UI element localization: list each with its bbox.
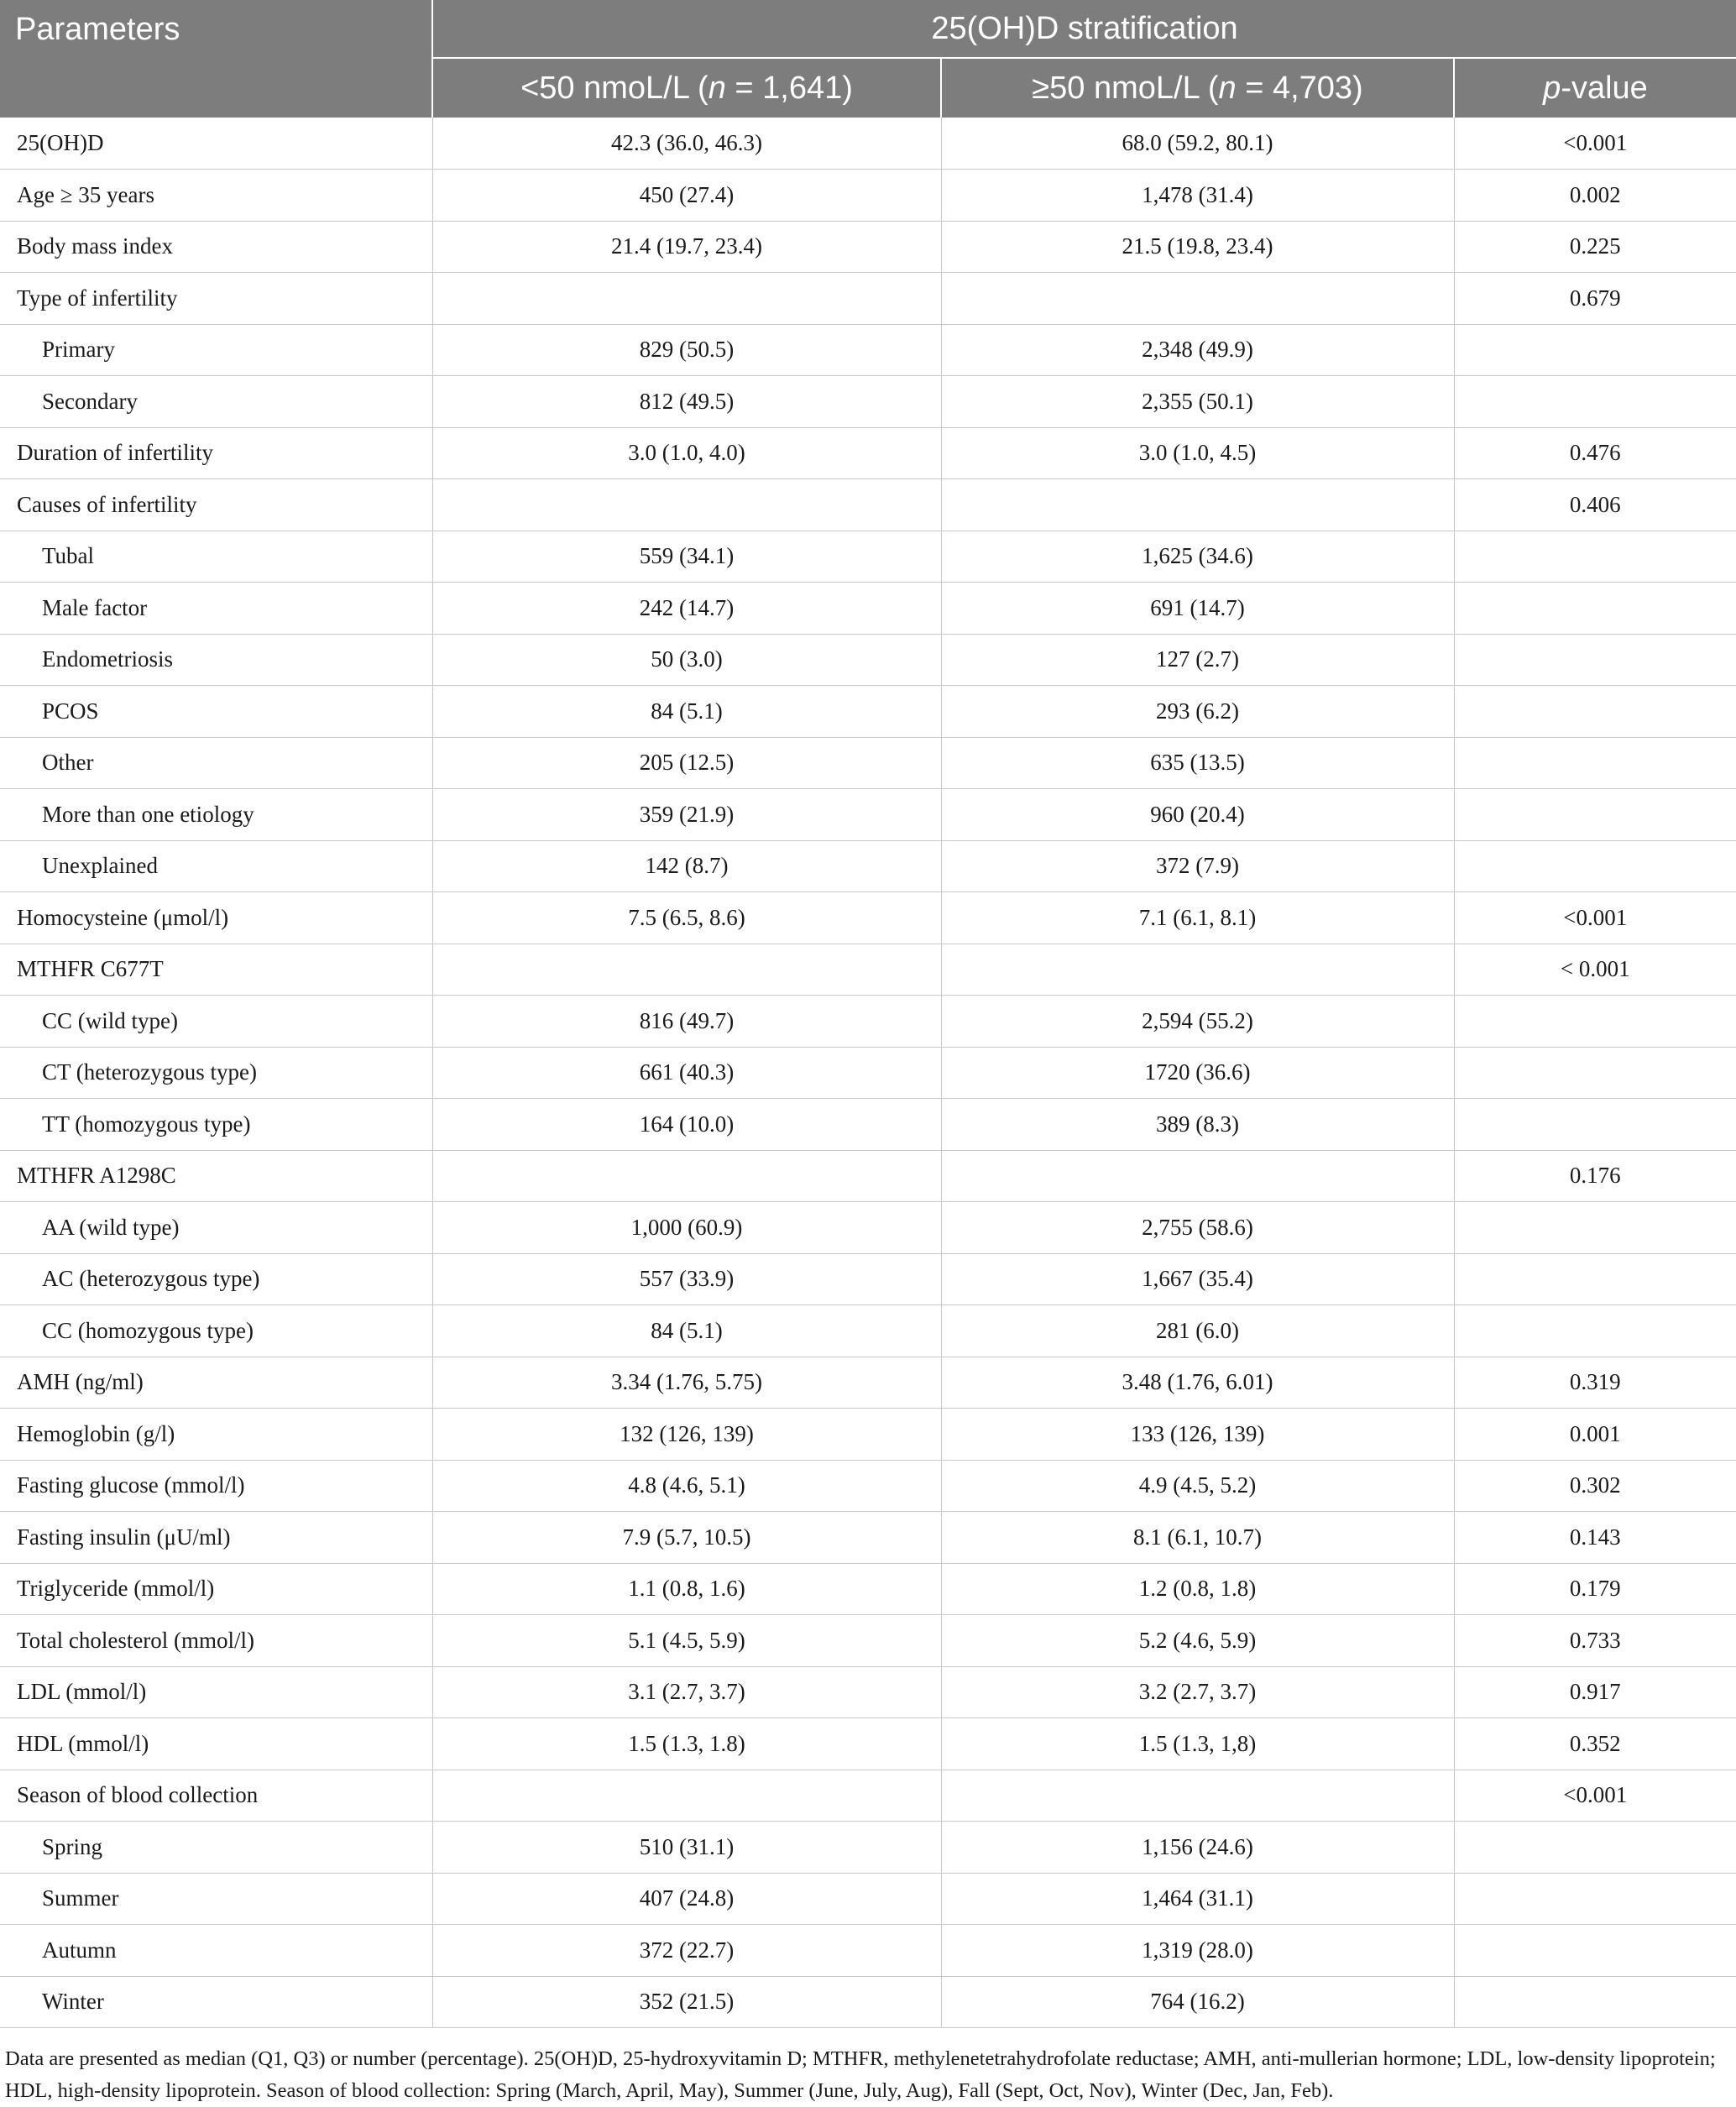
- cell-high-group: 127 (2.7): [941, 634, 1454, 686]
- cell-p-value: [1454, 1305, 1736, 1357]
- cell-low-group: 450 (27.4): [432, 170, 941, 222]
- table-row: [0, 1099, 1736, 1151]
- cell-low-group: 164 (10.0): [432, 1099, 941, 1151]
- cell-p-value: [1454, 1099, 1736, 1151]
- cell-low-group: [432, 273, 941, 325]
- table-row: [0, 324, 1736, 376]
- table-row: [0, 118, 1736, 170]
- cell-low-group: 7.5 (6.5, 8.6): [432, 892, 941, 944]
- cell-p-value: [1454, 376, 1736, 428]
- row-label: CC (homozygous type): [0, 1305, 432, 1357]
- table-row: [0, 427, 1736, 479]
- cell-low-group: 242 (14.7): [432, 583, 941, 635]
- cell-p-value: 0.001: [1454, 1409, 1736, 1461]
- table-row: [0, 1873, 1736, 1925]
- table-row: [0, 840, 1736, 892]
- cell-p-value: 0.143: [1454, 1512, 1736, 1564]
- cell-high-group: 1.5 (1.3, 1,8): [941, 1718, 1454, 1770]
- row-label: Tubal: [0, 531, 432, 583]
- cell-p-value: 0.002: [1454, 170, 1736, 222]
- row-label: Male factor: [0, 583, 432, 635]
- cell-low-group: 557 (33.9): [432, 1253, 941, 1305]
- cell-low-group: [432, 944, 941, 996]
- cell-p-value: [1454, 531, 1736, 583]
- cell-high-group: 133 (126, 139): [941, 1409, 1454, 1461]
- cell-high-group: 4.9 (4.5, 5.2): [941, 1460, 1454, 1512]
- table-row: [0, 686, 1736, 738]
- row-label: AA (wild type): [0, 1202, 432, 1254]
- cell-p-value: [1454, 1047, 1736, 1099]
- table-row: [0, 1047, 1736, 1099]
- cell-p-value: 0.679: [1454, 273, 1736, 325]
- row-label: 25(OH)D: [0, 118, 432, 170]
- cell-high-group: 2,355 (50.1): [941, 376, 1454, 428]
- cell-low-group: 3.1 (2.7, 3.7): [432, 1666, 941, 1718]
- cell-p-value: <0.001: [1454, 892, 1736, 944]
- cell-high-group: [941, 1770, 1454, 1822]
- cell-high-group: 764 (16.2): [941, 1976, 1454, 2028]
- row-label: Homocysteine (μmol/l): [0, 892, 432, 944]
- cell-p-value: 0.225: [1454, 221, 1736, 273]
- row-label: Winter: [0, 1976, 432, 2028]
- cell-p-value: [1454, 634, 1736, 686]
- cell-p-value: 0.352: [1454, 1718, 1736, 1770]
- table-row: [0, 376, 1736, 428]
- header-p-value: p-value: [1454, 58, 1736, 118]
- cell-high-group: 372 (7.9): [941, 840, 1454, 892]
- cell-high-group: 1,464 (31.1): [941, 1873, 1454, 1925]
- cell-high-group: 1720 (36.6): [941, 1047, 1454, 1099]
- row-label: Age ≥ 35 years: [0, 170, 432, 222]
- table-row: [0, 221, 1736, 273]
- cell-low-group: 1.5 (1.3, 1.8): [432, 1718, 941, 1770]
- table-header: [0, 0, 1736, 118]
- cell-low-group: 42.3 (36.0, 46.3): [432, 118, 941, 170]
- row-label: Endometriosis: [0, 634, 432, 686]
- cell-low-group: 359 (21.9): [432, 789, 941, 841]
- cell-high-group: 8.1 (6.1, 10.7): [941, 1512, 1454, 1564]
- cell-high-group: 3.48 (1.76, 6.01): [941, 1357, 1454, 1409]
- table-row: [0, 1925, 1736, 1977]
- table-footnote: Data are presented as median (Q1, Q3) or number (percentage). 25(OH)D, 25-hydroxyvitamin D; MTHFR, methylenetetrahydrofolate reductase; AMH, anti-mullerian hormone; LDL, low-density lipoprotein; HDL, high-density lipoprotein. Season of blood collection: Spring (March, April, May), Summer (June, July, Aug), Fall (Sept, Oct, Nov), Winter (Dec, Jan, Feb).: [5, 2047, 1716, 2102]
- cell-low-group: [432, 1770, 941, 1822]
- cell-low-group: 661 (40.3): [432, 1047, 941, 1099]
- cell-high-group: 1,319 (28.0): [941, 1925, 1454, 1977]
- cell-p-value: [1454, 686, 1736, 738]
- cell-high-group: 1,478 (31.4): [941, 170, 1454, 222]
- cell-low-group: 559 (34.1): [432, 531, 941, 583]
- table-row: [0, 1718, 1736, 1770]
- cell-high-group: 691 (14.7): [941, 583, 1454, 635]
- table-row: [0, 737, 1736, 789]
- cell-high-group: 960 (20.4): [941, 789, 1454, 841]
- table-row: [0, 1770, 1736, 1822]
- cell-low-group: 3.0 (1.0, 4.0): [432, 427, 941, 479]
- row-label: AC (heterozygous type): [0, 1253, 432, 1305]
- row-label: CT (heterozygous type): [0, 1047, 432, 1099]
- cell-low-group: 407 (24.8): [432, 1873, 941, 1925]
- header-stratification: 25(OH)D stratification: [432, 0, 1736, 58]
- table-row: [0, 892, 1736, 944]
- row-label: Total cholesterol (mmol/l): [0, 1615, 432, 1667]
- cell-p-value: <0.001: [1454, 1770, 1736, 1822]
- cell-p-value: 0.319: [1454, 1357, 1736, 1409]
- cell-p-value: [1454, 1253, 1736, 1305]
- cell-low-group: 1.1 (0.8, 1.6): [432, 1563, 941, 1615]
- table-row: [0, 273, 1736, 325]
- cell-p-value: <0.001: [1454, 118, 1736, 170]
- cell-high-group: 7.1 (6.1, 8.1): [941, 892, 1454, 944]
- cell-low-group: 132 (126, 139): [432, 1409, 941, 1461]
- table-row: [0, 789, 1736, 841]
- row-label: Spring: [0, 1822, 432, 1874]
- cell-low-group: 3.34 (1.76, 5.75): [432, 1357, 941, 1409]
- row-label: Fasting insulin (μU/ml): [0, 1512, 432, 1564]
- cell-p-value: [1454, 1873, 1736, 1925]
- cell-high-group: 3.0 (1.0, 4.5): [941, 427, 1454, 479]
- row-label: Duration of infertility: [0, 427, 432, 479]
- table-row: [0, 1615, 1736, 1667]
- header-low-group: <50 nmoL/L (n = 1,641): [432, 58, 941, 118]
- cell-p-value: [1454, 1202, 1736, 1254]
- cell-p-value: < 0.001: [1454, 944, 1736, 996]
- cell-p-value: 0.406: [1454, 479, 1736, 531]
- row-label: Summer: [0, 1873, 432, 1925]
- row-label: Secondary: [0, 376, 432, 428]
- table-row: [0, 170, 1736, 222]
- cell-high-group: [941, 944, 1454, 996]
- cell-p-value: [1454, 840, 1736, 892]
- cell-high-group: 2,594 (55.2): [941, 996, 1454, 1048]
- cell-low-group: [432, 479, 941, 531]
- table-row: [0, 479, 1736, 531]
- cell-p-value: 0.733: [1454, 1615, 1736, 1667]
- table-row: [0, 944, 1736, 996]
- row-label: Triglyceride (mmol/l): [0, 1563, 432, 1615]
- table-row: [0, 1253, 1736, 1305]
- row-label: Autumn: [0, 1925, 432, 1977]
- table-row: [0, 1563, 1736, 1615]
- cell-high-group: [941, 479, 1454, 531]
- cell-low-group: 142 (8.7): [432, 840, 941, 892]
- cell-high-group: 5.2 (4.6, 5.9): [941, 1615, 1454, 1667]
- row-label: Unexplained: [0, 840, 432, 892]
- row-label: Other: [0, 737, 432, 789]
- row-label: MTHFR A1298C: [0, 1150, 432, 1202]
- cell-p-value: 0.917: [1454, 1666, 1736, 1718]
- cell-p-value: [1454, 996, 1736, 1048]
- cell-high-group: 1.2 (0.8, 1.8): [941, 1563, 1454, 1615]
- cell-low-group: [432, 1150, 941, 1202]
- table-row: [0, 1976, 1736, 2028]
- table-row: [0, 583, 1736, 635]
- row-label: PCOS: [0, 686, 432, 738]
- cell-low-group: 21.4 (19.7, 23.4): [432, 221, 941, 273]
- row-label: AMH (ng/ml): [0, 1357, 432, 1409]
- cell-low-group: 372 (22.7): [432, 1925, 941, 1977]
- cell-high-group: 68.0 (59.2, 80.1): [941, 118, 1454, 170]
- row-label: LDL (mmol/l): [0, 1666, 432, 1718]
- cell-high-group: 389 (8.3): [941, 1099, 1454, 1151]
- cell-p-value: [1454, 1976, 1736, 2028]
- row-label: Primary: [0, 324, 432, 376]
- cell-low-group: 4.8 (4.6, 5.1): [432, 1460, 941, 1512]
- cell-high-group: 1,156 (24.6): [941, 1822, 1454, 1874]
- cell-p-value: [1454, 737, 1736, 789]
- cell-high-group: 2,755 (58.6): [941, 1202, 1454, 1254]
- cell-high-group: [941, 273, 1454, 325]
- cell-p-value: [1454, 1925, 1736, 1977]
- table-row: [0, 634, 1736, 686]
- cell-low-group: 84 (5.1): [432, 1305, 941, 1357]
- cell-low-group: 510 (31.1): [432, 1822, 941, 1874]
- header-high-group: ≥50 nmoL/L (n = 4,703): [941, 58, 1454, 118]
- cell-p-value: [1454, 1822, 1736, 1874]
- row-label: Hemoglobin (g/l): [0, 1409, 432, 1461]
- cell-low-group: 205 (12.5): [432, 737, 941, 789]
- cell-high-group: 1,625 (34.6): [941, 531, 1454, 583]
- table-row: [0, 1666, 1736, 1718]
- row-label: More than one etiology: [0, 789, 432, 841]
- cell-low-group: 5.1 (4.5, 5.9): [432, 1615, 941, 1667]
- table-row: [0, 1409, 1736, 1461]
- table-row: [0, 1460, 1736, 1512]
- row-label: Causes of infertility: [0, 479, 432, 531]
- cell-low-group: 84 (5.1): [432, 686, 941, 738]
- cell-high-group: 2,348 (49.9): [941, 324, 1454, 376]
- cell-low-group: 50 (3.0): [432, 634, 941, 686]
- cell-high-group: 635 (13.5): [941, 737, 1454, 789]
- table-row: [0, 1150, 1736, 1202]
- cell-low-group: 816 (49.7): [432, 996, 941, 1048]
- row-label: TT (homozygous type): [0, 1099, 432, 1151]
- cell-high-group: 1,667 (35.4): [941, 1253, 1454, 1305]
- cell-high-group: 293 (6.2): [941, 686, 1454, 738]
- row-label: HDL (mmol/l): [0, 1718, 432, 1770]
- table-row: [0, 1512, 1736, 1564]
- row-label: CC (wild type): [0, 996, 432, 1048]
- row-label: Fasting glucose (mmol/l): [0, 1460, 432, 1512]
- cell-low-group: 1,000 (60.9): [432, 1202, 941, 1254]
- row-label: Type of infertility: [0, 273, 432, 325]
- cell-high-group: 21.5 (19.8, 23.4): [941, 221, 1454, 273]
- table-row: [0, 1357, 1736, 1409]
- table-row: [0, 996, 1736, 1048]
- cell-low-group: 352 (21.5): [432, 1976, 941, 2028]
- table-body: [0, 118, 1736, 2028]
- cell-p-value: 0.302: [1454, 1460, 1736, 1512]
- table-row: [0, 1305, 1736, 1357]
- row-label: Season of blood collection: [0, 1770, 432, 1822]
- cell-p-value: 0.476: [1454, 427, 1736, 479]
- cell-low-group: 812 (49.5): [432, 376, 941, 428]
- cell-low-group: 829 (50.5): [432, 324, 941, 376]
- cell-p-value: [1454, 789, 1736, 841]
- cell-high-group: 281 (6.0): [941, 1305, 1454, 1357]
- row-label: MTHFR C677T: [0, 944, 432, 996]
- cell-high-group: [941, 1150, 1454, 1202]
- cell-p-value: [1454, 583, 1736, 635]
- cell-high-group: 3.2 (2.7, 3.7): [941, 1666, 1454, 1718]
- row-label: Body mass index: [0, 221, 432, 273]
- cell-p-value: [1454, 324, 1736, 376]
- table-row: [0, 1822, 1736, 1874]
- table-row: [0, 531, 1736, 583]
- cell-low-group: 7.9 (5.7, 10.5): [432, 1512, 941, 1564]
- table-row: [0, 1202, 1736, 1254]
- cell-p-value: 0.179: [1454, 1563, 1736, 1615]
- cell-p-value: 0.176: [1454, 1150, 1736, 1202]
- header-parameters: Parameters: [0, 0, 432, 118]
